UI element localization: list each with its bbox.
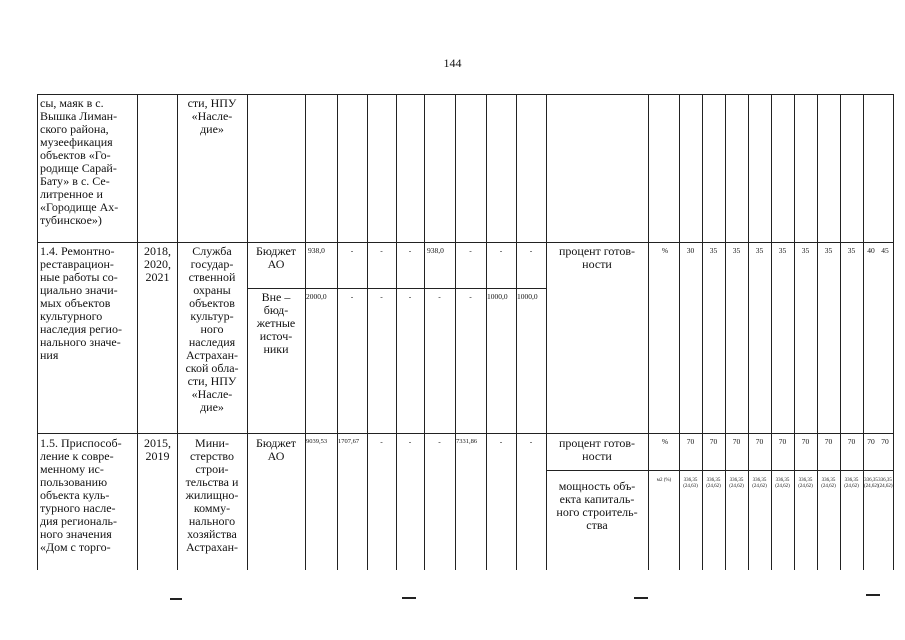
col-line bbox=[137, 94, 138, 570]
target-value: 35 bbox=[709, 246, 718, 255]
target-value: 336,35 (24,62) bbox=[821, 478, 836, 489]
target-value: 336,35 (24,62) bbox=[706, 478, 721, 489]
funding-year-value: - bbox=[469, 292, 472, 301]
funding-year-value: 1000,0 bbox=[517, 292, 538, 301]
years: 2018, 2020, 2021 bbox=[144, 244, 171, 284]
target-value: 30 bbox=[686, 246, 695, 255]
col-line bbox=[863, 94, 864, 570]
col-line bbox=[396, 94, 397, 570]
executor: сти, НПУ «Насле- дие» bbox=[187, 96, 237, 136]
target-value: 35 bbox=[847, 246, 856, 255]
target-value: 45 bbox=[881, 246, 889, 255]
col-line bbox=[486, 94, 487, 570]
col-line bbox=[37, 94, 38, 570]
target-value: 40 bbox=[867, 246, 875, 255]
target-value: 35 bbox=[732, 246, 741, 255]
scan-mark bbox=[402, 597, 416, 599]
target-value: 70 bbox=[755, 437, 764, 446]
target-value: 336,35 (24,62) bbox=[775, 478, 790, 489]
col-line bbox=[748, 94, 749, 570]
years: 2015, 2019 bbox=[144, 436, 171, 463]
indicator-name: процент готов- ности bbox=[558, 436, 636, 463]
funding-year-value: - bbox=[499, 246, 503, 255]
funding-total: 938,0 bbox=[308, 246, 325, 255]
funding-year-value: - bbox=[529, 246, 533, 255]
funding-year-value: 1000,0 bbox=[487, 292, 508, 301]
target-value: 70 bbox=[732, 437, 741, 446]
funding-total: 9039,53 bbox=[306, 438, 328, 445]
funding-source: Вне – бюд- жетные источ- ники bbox=[256, 290, 296, 356]
indicator-unit: м2 (%) bbox=[656, 478, 672, 483]
scan-mark bbox=[866, 594, 880, 596]
col-line bbox=[424, 94, 425, 570]
target-value: 70 bbox=[881, 437, 889, 446]
col-line bbox=[794, 94, 795, 570]
row-divider bbox=[37, 242, 893, 243]
executor: Служба государ- ственной охраны объектов культур- ного наследия Астрахан- ской обла- сти, НПУ «Насле- дие» bbox=[185, 244, 239, 414]
measure-name: 1.4. Ремонтно- реставрацион- ные работы со- циально значи- мых объектов культурного наследия регио- нального значе- ния bbox=[40, 244, 122, 362]
target-value: 70 bbox=[801, 437, 810, 446]
target-value: 336,35 (24,62) bbox=[878, 478, 893, 489]
target-value: 35 bbox=[801, 246, 810, 255]
col-line bbox=[771, 94, 772, 570]
funding-year-value: 7331,86 bbox=[456, 438, 478, 445]
target-value: 35 bbox=[755, 246, 764, 255]
target-value: 35 bbox=[824, 246, 833, 255]
table-border-top bbox=[37, 94, 893, 95]
funding-year-value: - bbox=[380, 437, 383, 446]
funding-source: Бюджет АО bbox=[255, 436, 297, 463]
col-line bbox=[893, 94, 894, 570]
funding-year-value: - bbox=[350, 246, 354, 255]
funding-source: Бюджет АО bbox=[255, 244, 297, 271]
funding-year-value: - bbox=[438, 292, 441, 301]
target-value: 336,35 (24,62) bbox=[798, 478, 813, 489]
funding-year-value: - bbox=[408, 246, 412, 255]
page-number: 144 bbox=[443, 56, 462, 70]
target-value: 336,35 (24,62) bbox=[729, 478, 744, 489]
indicator-unit: % bbox=[661, 437, 669, 446]
col-line bbox=[516, 94, 517, 570]
col-line bbox=[546, 94, 547, 570]
indicator-name: процент готов- ности bbox=[558, 244, 636, 271]
target-value: 70 bbox=[778, 437, 787, 446]
target-value: 70 bbox=[867, 437, 875, 446]
funding-year-value: - bbox=[438, 437, 441, 446]
target-value: 70 bbox=[824, 437, 833, 446]
col-line bbox=[817, 94, 818, 570]
target-value: 336,35 (24,62) bbox=[864, 478, 879, 489]
col-line bbox=[679, 94, 680, 570]
funding-year-value: - bbox=[408, 437, 412, 446]
funding-year-value: 1707,67 bbox=[338, 438, 360, 445]
target-value: 336,35 (24,62) bbox=[752, 478, 767, 489]
funding-year-value: - bbox=[380, 292, 383, 301]
target-value: 35 bbox=[778, 246, 787, 255]
funding-year-value: - bbox=[380, 246, 383, 255]
funding-year-value: - bbox=[499, 437, 503, 446]
col-line bbox=[725, 94, 726, 570]
scan-mark bbox=[170, 598, 182, 600]
indicator-unit: % bbox=[661, 246, 669, 255]
target-value: 70 bbox=[709, 437, 718, 446]
funding-year-value: 938,0 bbox=[427, 246, 444, 255]
funding-total: 2000,0 bbox=[306, 292, 327, 301]
col-line bbox=[367, 94, 368, 570]
executor: Мини- стерство строи- тельства и жилищно- комму- нального хозяйства Астрахан- bbox=[185, 436, 239, 554]
row-divider bbox=[37, 433, 893, 434]
target-value: 70 bbox=[847, 437, 856, 446]
col-line bbox=[648, 94, 649, 570]
measure-name: сы, маяк в с. Вышка Лиман- ского района, музеефикация объектов «Го- родище Сарай- Бату» в с. Се- литренное и «Городище Ах- тубинское») bbox=[40, 96, 119, 227]
col-line bbox=[455, 94, 456, 570]
target-value: 70 bbox=[686, 437, 695, 446]
funding-year-value: - bbox=[350, 292, 354, 301]
col-line bbox=[702, 94, 703, 570]
funding-year-value: - bbox=[469, 246, 472, 255]
funding-year-value: - bbox=[408, 292, 412, 301]
col-line bbox=[840, 94, 841, 570]
col-line bbox=[337, 94, 338, 570]
measure-name: 1.5. Приспособ- ление к совре- менному ис- пользованию объекта куль- турного насле- дия региональ- ного значения «Дом с торго- bbox=[40, 436, 122, 554]
funding-year-value: - bbox=[529, 437, 533, 446]
scan-mark bbox=[634, 597, 648, 599]
col-line bbox=[305, 94, 306, 570]
target-value: 336,35 (24,62) bbox=[844, 478, 859, 489]
indicator-name: мощность объ- екта капиталь- ного строитель- ства bbox=[556, 479, 638, 532]
target-value: 336,35 (24,63) bbox=[683, 478, 698, 489]
